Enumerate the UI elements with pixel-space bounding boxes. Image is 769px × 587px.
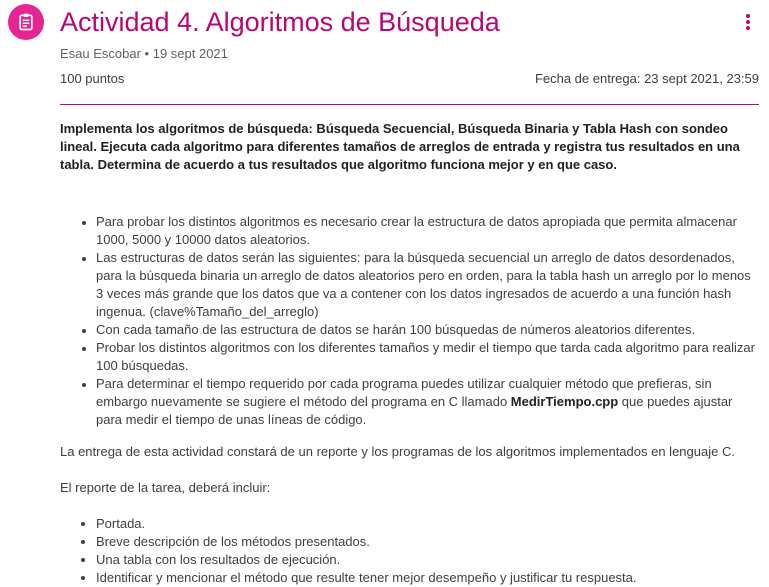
- list-item: • Con cada tamaño de las estructura de datos se harán 100 búsquedas de números aleatorios diferentes.: [96, 321, 760, 339]
- instructions-list: [60, 213, 760, 429]
- intro-paragraph: Implementa los algoritmos de búsqueda: Búsqueda Secuencial, Búsqueda Binaria y Tabla Hash con sondeo lineal. Ejecuta cada algoritmo para diferentes tamaños de arreglos de entrada y registra tus resultados en una tabla. Determina de acuerdo a tus resultados que algoritmo funciona mejor y en que caso.: [60, 121, 740, 172]
- post-meta: [60, 46, 228, 61]
- report-intro: El reporte de la tarea, deberá incluir:: [60, 480, 271, 495]
- report-requirements-list: [60, 515, 760, 587]
- delivery-paragraph: La entrega de esta actividad constará de un reporte y los programas de los algoritmos implementados en lenguaje C.: [60, 444, 735, 459]
- header-divider: [60, 104, 759, 105]
- list-item: • Breve descripción de los métodos presentados.: [96, 533, 760, 551]
- page-title: Actividad 4. Algoritmos de Búsqueda: [60, 7, 500, 37]
- more-vert-icon[interactable]: [745, 13, 751, 31]
- meta-separator: •: [140, 46, 153, 61]
- list-item: • Identificar y mencionar el método que resulte tener mejor desempeño y justificar tu respuesta.: [96, 569, 760, 587]
- list-item: • Las estructuras de datos serán las siguientes: para la búsqueda secuencial un arreglo de datos desordenados, para la búsqueda binaria un arreglo de datos aleatorios pero en orden, para la tabla hash un arreglo por lo menos 3 veces más grande que los datos que va a contener con los datos ingresados de acuerdo a una función hash ingenua. (clave%Tamaño_del_arreglo): [96, 249, 760, 321]
- file-name: MedirTiempo.cpp: [510, 394, 619, 409]
- more-options-button[interactable]: [734, 8, 762, 36]
- list-item: • Probar los distintos algoritmos con los diferentes tamaños y medir el tiempo que tarda cada algoritmo para realizar 100 búsquedas.: [96, 339, 760, 375]
- assignment-icon: [8, 4, 44, 40]
- clipboard-icon: [16, 12, 36, 32]
- list-item: • Portada.: [96, 515, 760, 533]
- list-item: [96, 375, 760, 429]
- author-name: Esau Escobar: [60, 46, 141, 61]
- list-item: • Una tabla con los resultados de ejecución.: [96, 551, 760, 569]
- due-date: Fecha de entrega: 23 sept 2021, 23:59: [534, 71, 759, 86]
- assignment-description: [60, 120, 760, 587]
- list-item: • Para probar los distintos algoritmos es necesario crear la estructura de datos apropiada que permita almacenar 1000, 5000 y 10000 datos aleatorios.: [96, 213, 760, 249]
- posted-date: 19 sept 2021: [152, 46, 228, 61]
- list-item-text: Para determinar el tiempo requerido por cada programa puedes utilizar cualquier método que prefieras, sin embargo nuevamente se sugiere el método del programa en C llamado: [96, 376, 712, 409]
- list-item-text: que puedes ajustar para medir el tiempo de unas líneas de código.: [96, 394, 733, 427]
- points-value: 100 puntos: [60, 71, 125, 86]
